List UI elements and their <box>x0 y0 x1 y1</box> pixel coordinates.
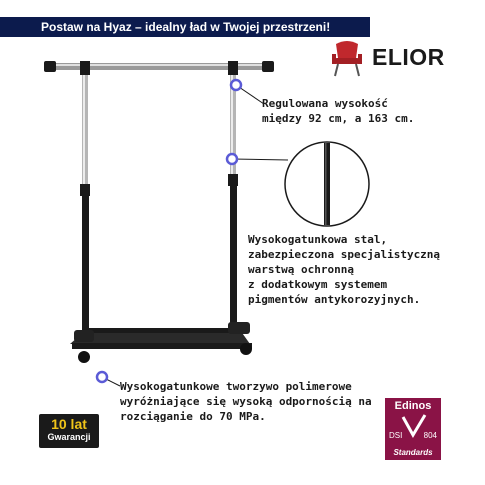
plastic-callout: Wysokogatunkowe tworzywo polimerowe wyróżniające się wysoką odpornością na rozciąganie do 70 MPa. <box>120 380 372 423</box>
certificate-left-code: DSI <box>389 431 403 440</box>
steel-callout: Wysokogatunkowa stal, zabezpieczona specjalistyczną warstwą ochronną z dodatkowym systemem pigmentów antykorozyjnych. <box>248 233 441 306</box>
certificate-label: Standards <box>393 448 433 457</box>
warranty-label: Gwarancji <box>47 432 91 442</box>
certificate-right-code: 804 <box>423 431 437 440</box>
certificate-brand: Edinos <box>394 400 432 412</box>
certificate-badge <box>385 398 441 460</box>
height-callout: Regulowana wysokość między 92 cm, a 163 cm. <box>262 97 415 125</box>
warranty-badge <box>39 414 99 448</box>
brand-logo: ELIOR <box>372 44 445 70</box>
header-banner: Postaw na Hyaz – idealny ład w Twojej przestrzeni! <box>0 17 370 37</box>
warranty-years: 10 lat <box>51 416 87 432</box>
